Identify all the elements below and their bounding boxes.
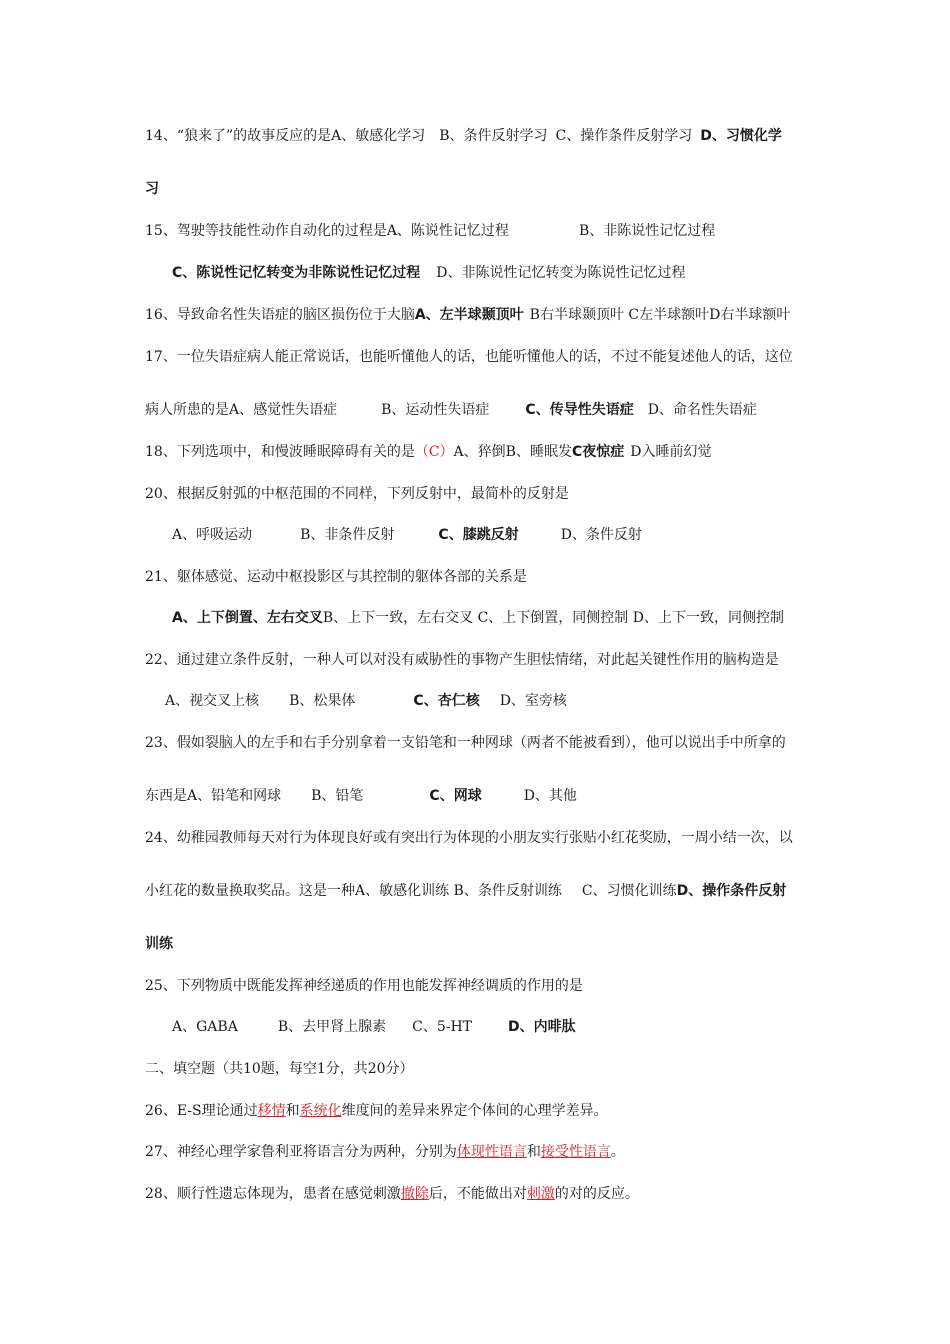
question-24-line2 — [145, 882, 786, 900]
q26-answer-1: 移情 — [257, 1103, 286, 1119]
q14-option-c: C、操作条件反射学习 — [555, 128, 693, 144]
q17-option-c: C、传导性失语症 — [525, 402, 634, 418]
q17-option-d: D、命名性失语症 — [647, 402, 757, 418]
q25-option-b: B、去甲肾上腺素 — [277, 1019, 387, 1035]
q15-option-d: D、非陈说性记忆转变为陈说性记忆过程 — [436, 265, 686, 281]
section-2-heading: 二、填空题（共10题，每空1分，共20分） — [145, 1061, 414, 1077]
q22-option-a: A、视交叉上核 — [165, 693, 260, 709]
question-23-line2 — [145, 787, 577, 805]
q20-option-d: D、条件反射 — [560, 527, 642, 543]
q28-answer-2: 刺激 — [526, 1186, 555, 1202]
question-23-line1: 23、假如裂脑人的左手和右手分别拿着一支铅笔和一种网球（两者不能被看到），他可以说出手中所拿的 — [145, 735, 786, 751]
q14-option-b: B、条件反射学习 — [439, 128, 548, 144]
q25-option-d: D、内啡肽 — [508, 1019, 576, 1035]
question-18 — [145, 443, 711, 461]
question-20-stem: 20、根据反射弧的中枢范围的不同样，下列反射中，最简朴的反射是 — [145, 486, 569, 502]
q18-option-c: C夜惊症 — [571, 444, 625, 460]
q22-option-b: B、松果体 — [289, 693, 356, 709]
question-24-line1: 24、幼稚园教师每天对行为体现良好或有突出行为体现的小朋友实行张贴小红花奖励，一周小结一次，以 — [145, 830, 793, 846]
q25-option-a: A、GABA — [172, 1019, 238, 1035]
question-25-options — [172, 1018, 576, 1036]
q15-stem: 15、驾驶等技能性动作自动化的过程是A、陈说性记忆过程 — [145, 223, 509, 239]
q24-option-c: C、习惯化训练 — [581, 883, 677, 899]
q28-text-2: 后，不能做出对 — [428, 1186, 527, 1202]
q27-text-3: 。 — [610, 1144, 625, 1160]
q23-option-c: C、网球 — [429, 788, 482, 804]
question-17-line2 — [145, 401, 757, 419]
question-20-options — [172, 526, 642, 544]
question-22-options — [165, 692, 567, 710]
q17-stem: 病人所患的是A、感觉性失语症 — [145, 402, 338, 418]
question-21-stem: 21、躯体感觉、运动中枢投影区与其控制的躯体各部的关系是 — [145, 569, 527, 585]
q28-text-3: 的对的反应。 — [554, 1186, 639, 1202]
question-26 — [145, 1102, 608, 1120]
question-14-line1 — [145, 127, 782, 145]
q23-option-b: B、铅笔 — [311, 788, 364, 804]
question-27 — [145, 1143, 625, 1161]
q15-option-c: C、陈说性记忆转变为非陈说性记忆过程 — [172, 265, 421, 281]
q27-text-2: 和 — [526, 1144, 541, 1160]
q28-answer-1: 撤除 — [400, 1186, 429, 1202]
q27-answer-1: 体现性语言 — [456, 1144, 527, 1160]
q14-stem: 14、“狼来了”的故事反应的是A、敏感化学习 — [145, 128, 426, 144]
q14-option-d: D、习惯化学 — [700, 128, 782, 144]
q26-text-1: 26、E-S理论通过 — [145, 1103, 258, 1119]
q23-option-d: D、其他 — [523, 788, 577, 804]
q26-text-2: 和 — [285, 1103, 300, 1119]
q16-stem: 16、导致命名性失语症的脑区损伤位于大脑 — [145, 307, 415, 323]
q21-option-a: A、上下倒置、左右交叉 — [172, 610, 323, 626]
question-21-options — [172, 609, 784, 627]
q15-option-b: B、非陈说性记忆过程 — [578, 223, 716, 239]
q28-text-1: 28、顺行性遗忘体现为，患者在感觉刺激 — [145, 1186, 401, 1202]
q25-option-c: C、5-HT — [412, 1019, 473, 1035]
question-25-stem: 25、下列物质中既能发挥神经递质的作用也能发挥神经调质的作用的是 — [145, 978, 583, 994]
q27-text-1: 27、神经心理学家鲁利亚将语言分为两种，分别为 — [145, 1144, 457, 1160]
q24-option-d: D、操作条件反射 — [676, 883, 787, 899]
question-16 — [145, 306, 790, 324]
q18-stem: 18、下列选项中，和慢波睡眠障碍有关的是 — [145, 444, 415, 460]
question-15-line1 — [145, 222, 715, 240]
q21-options-rest: B、上下一致，左右交叉 C、上下倒置，同侧控制 D、上下一致，同侧控制 — [322, 610, 784, 626]
q18-options-ab: A、猝倒B、睡眠发 — [453, 444, 572, 460]
q16-option-a: A、左半球颞顶叶 — [414, 307, 524, 323]
q20-option-c: C、膝跳反射 — [438, 527, 519, 543]
question-14-line2: 习 — [145, 181, 159, 197]
q23-stem: 东西是A、铅笔和网球 — [145, 788, 282, 804]
q27-answer-2: 接受性语言 — [540, 1144, 611, 1160]
q20-option-a: A、呼吸运动 — [172, 527, 253, 543]
q24-stem: 小红花的数量换取奖品。这是一种A、敏感化训练 B、条件反射训练 — [145, 883, 562, 899]
q22-option-d: D、室旁核 — [499, 693, 567, 709]
q18-option-d: D入睡前幻觉 — [630, 444, 712, 460]
question-17-line1: 17、一位失语症病人能正常说话，也能听懂他人的话，也能听懂他人的话，不过不能复述他人的话，这位 — [145, 349, 793, 365]
q17-option-b: B、运动性失语症 — [381, 402, 490, 418]
q26-text-3: 维度间的差异来界定个体间的心理学差异。 — [341, 1103, 608, 1119]
question-22-stem: 22、通过建立条件反射，一种人可以对没有威胁性的事物产生胆怯情绪，对此起关键性作用的脑构造是 — [145, 652, 779, 668]
q18-answer-mark: （C） — [414, 444, 454, 460]
q20-option-b: B、非条件反射 — [300, 527, 395, 543]
question-28 — [145, 1185, 639, 1203]
q22-option-c: C、杏仁核 — [413, 693, 480, 709]
q16-options-rest: B右半球颞顶叶 C左半球额叶D右半球额叶 — [529, 307, 791, 323]
question-15-line2 — [172, 264, 686, 282]
question-24-line3: 训练 — [145, 936, 173, 952]
q26-answer-2: 系统化 — [299, 1103, 342, 1119]
